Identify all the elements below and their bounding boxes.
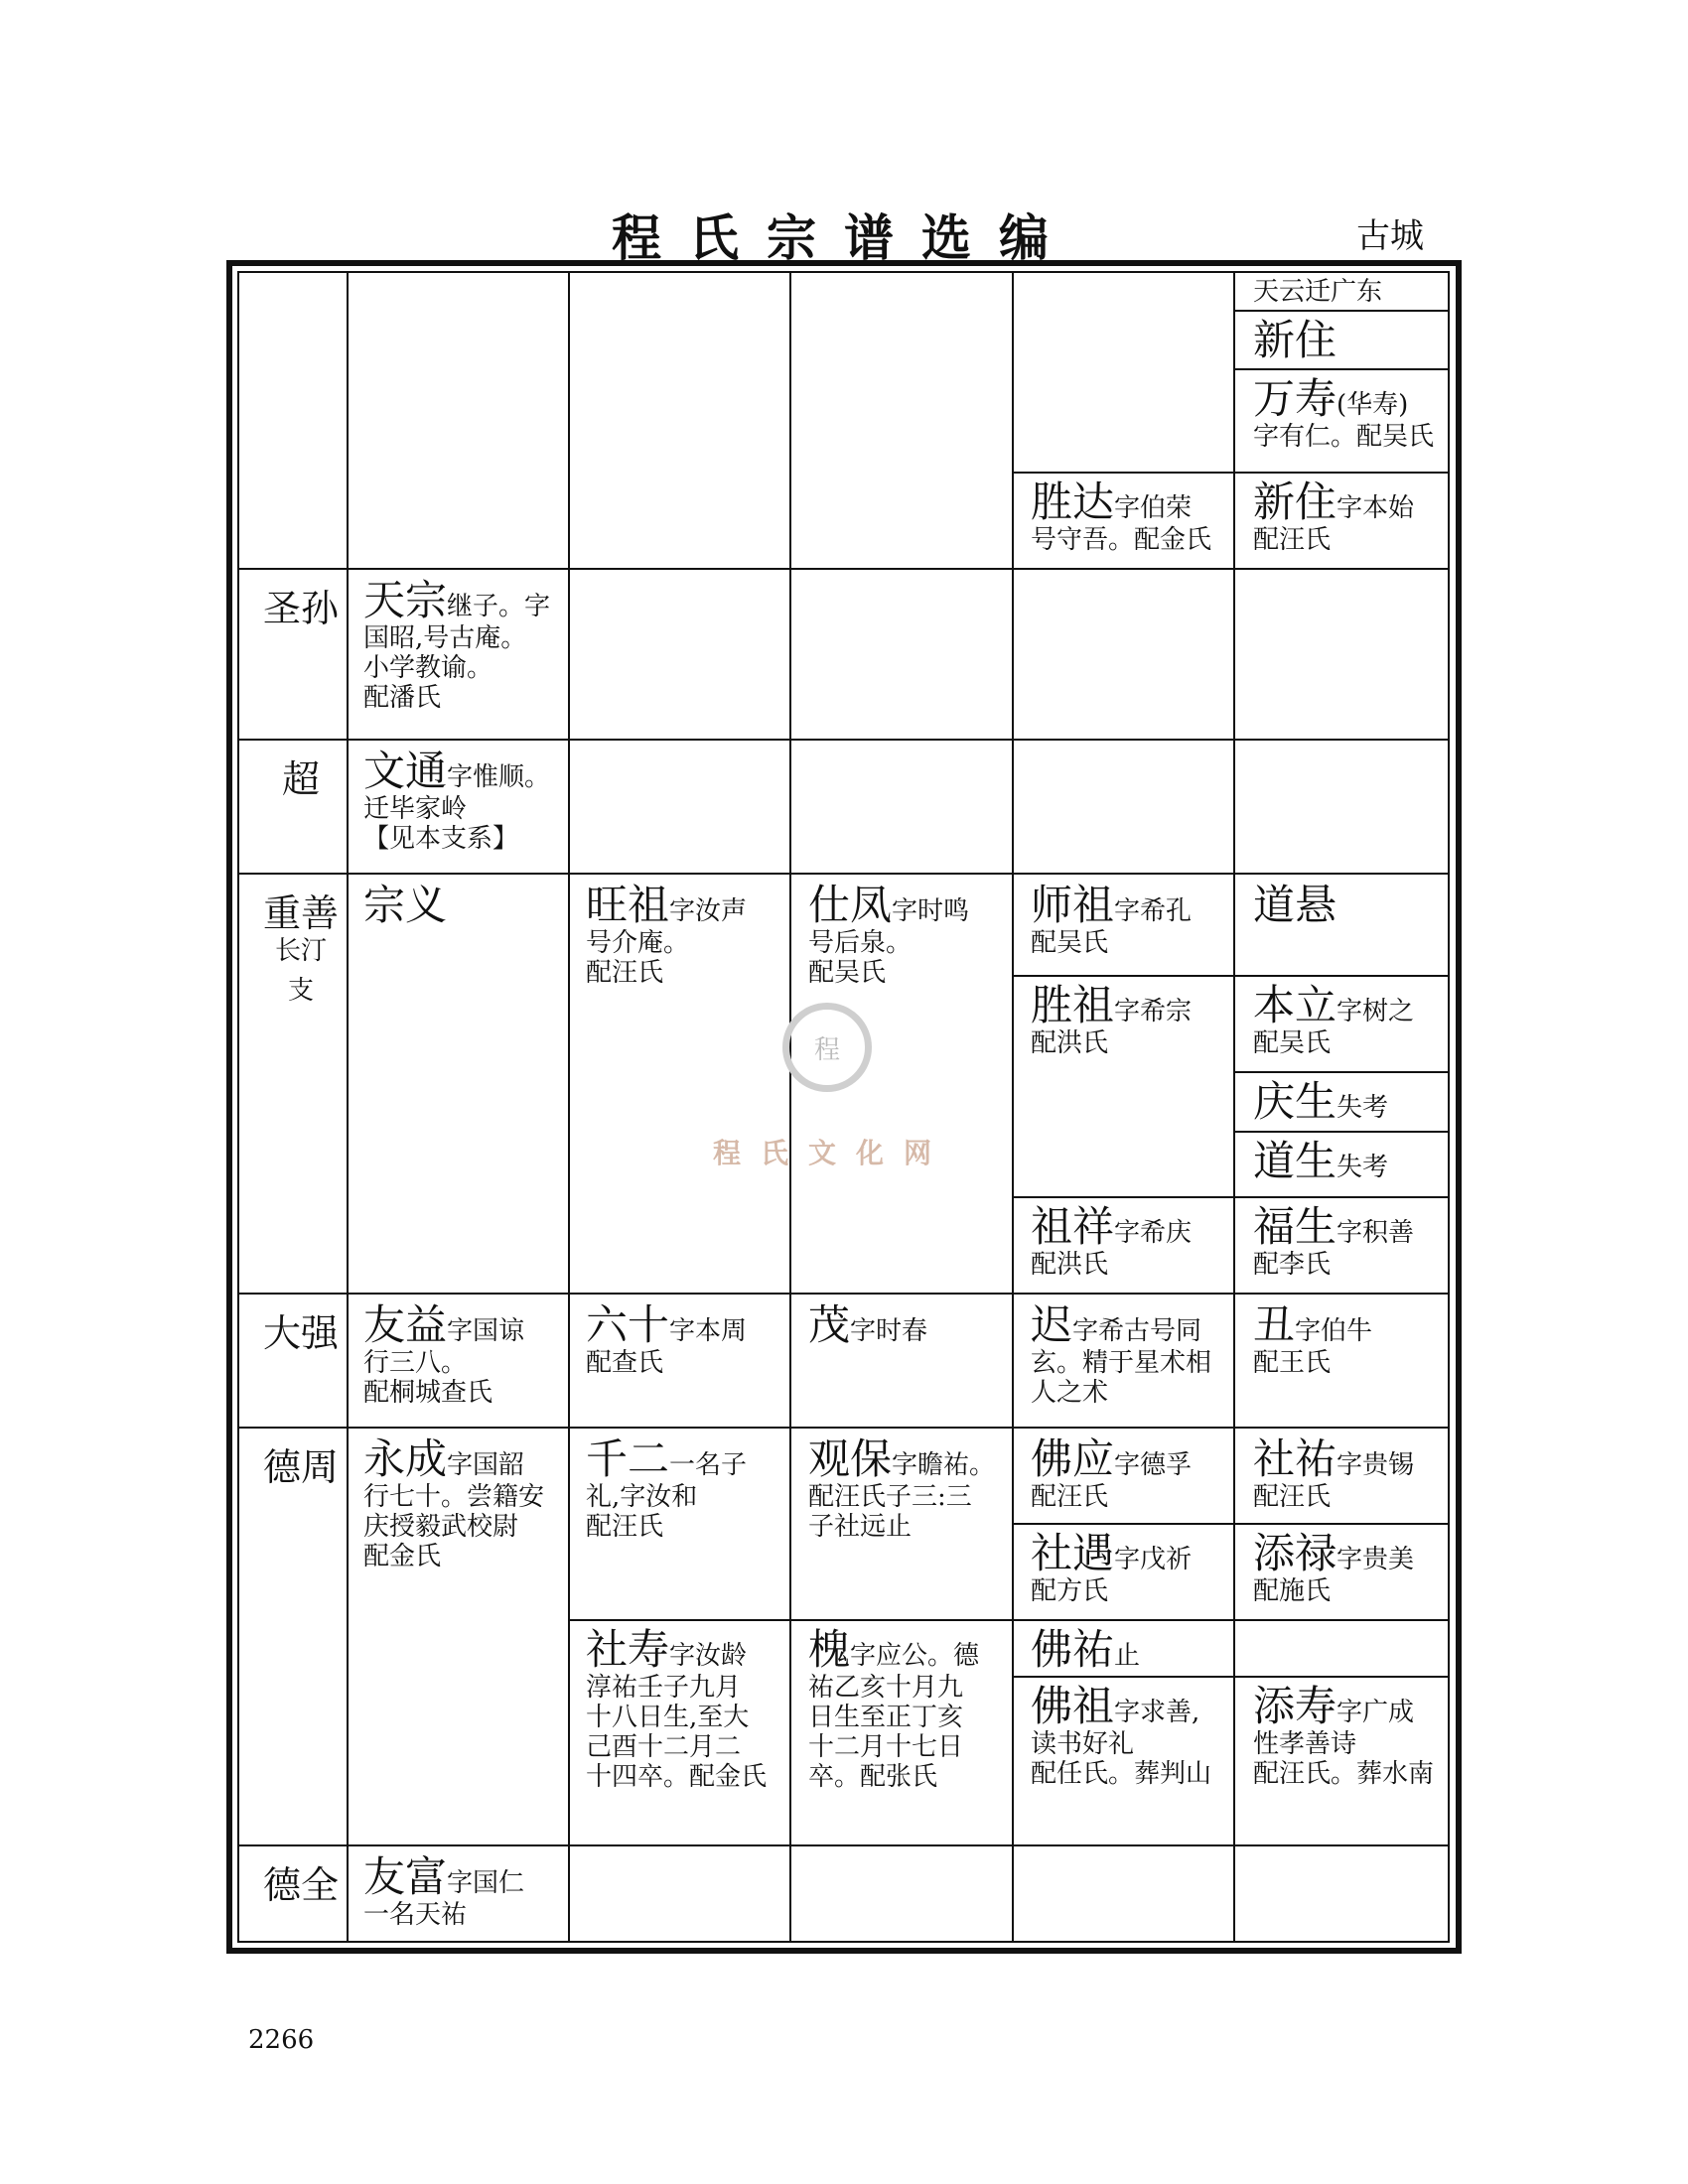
person-name: 胜达 [1031, 478, 1115, 526]
entry-cell: 庆生失考 [1253, 1077, 1389, 1126]
sub-divider [1012, 1676, 1450, 1678]
entry-cell: 社寿字汝龄 淳祐壬子九月 十八日生,至大 己酉十二月二 十四卒。配金氏 [586, 1625, 768, 1792]
entry-cell: 六十字本周 配查氏 [586, 1300, 748, 1378]
person-name: 茂 [808, 1300, 851, 1349]
sub-divider [1233, 310, 1450, 312]
person-name: 祖祥 [1031, 1202, 1115, 1251]
entry-cell: 丑字伯牛 配王氏 [1253, 1300, 1373, 1378]
person-name: 新住 [1253, 478, 1337, 526]
person-name: 友益 [363, 1300, 448, 1349]
person-name: 庆生 [1253, 1077, 1337, 1126]
sub-divider [1012, 975, 1450, 977]
row-divider-6 [237, 1844, 1450, 1846]
person-name: 本立 [1253, 981, 1337, 1029]
person-name: 丑 [1253, 1300, 1296, 1349]
entry-cell: 佛应字德孚 配汪氏 [1031, 1434, 1193, 1512]
entry-cell: 迟字希古号同 玄。精于星术相 人之术 [1031, 1300, 1212, 1408]
entry-cell: 茂字时春 [808, 1300, 928, 1349]
person-name: 槐 [808, 1625, 851, 1674]
person-name: 观保 [808, 1434, 893, 1483]
person-name: 师祖 [1031, 881, 1115, 929]
entry-cell: 千二一名子 礼,字汝和 配汪氏 [586, 1434, 748, 1542]
entry-cell: 观保字瞻祐。 配汪氏子三:三 子社远止 [808, 1434, 996, 1542]
entry-cell: 添寿字广成 性孝善诗 配汪氏。葬水南 [1253, 1682, 1435, 1789]
entry-cell: 胜祖字希宗 配洪氏 [1031, 981, 1193, 1058]
person-name: 宗义 [363, 881, 448, 929]
col-divider-2 [568, 271, 570, 1943]
generation-label: 德周 [262, 1445, 339, 1489]
person-name: 迟 [1031, 1300, 1073, 1349]
entry-cell: 槐字应公。德 祐乙亥十月九 日生至正丁亥 十二月十七日 卒。配张氏 [808, 1625, 980, 1792]
person-name: 六十 [586, 1300, 670, 1349]
entry-cell: 胜达字伯荣 号守吾。配金氏 [1031, 478, 1212, 555]
col-divider-4 [1012, 271, 1014, 1943]
generation-label: 圣孙 [262, 587, 339, 630]
person-name: 千二 [586, 1434, 670, 1483]
entry-cell [363, 881, 448, 929]
col-divider-3 [789, 271, 791, 1943]
col-divider-1 [347, 271, 349, 1943]
sub-divider [1233, 368, 1450, 370]
page-title: 程氏宗谱选编 [612, 209, 1076, 267]
sub-divider [1233, 1131, 1450, 1133]
entry-cell: 新住字本始 配汪氏 [1253, 478, 1415, 555]
person-name: 天宗 [363, 576, 448, 624]
person-name: 福生 [1253, 1202, 1337, 1251]
generation-label: 重善 [262, 891, 339, 935]
entry-cell: 祖祥字希庆 配洪氏 [1031, 1202, 1193, 1280]
sub-divider [1012, 1523, 1450, 1525]
entry-cell: 天云迁广东 [1253, 277, 1383, 307]
person-name: 社祐 [1253, 1434, 1337, 1483]
entry-cell: 佛祐止 [1031, 1625, 1141, 1674]
sub-divider [1233, 1071, 1450, 1073]
row-divider-3 [237, 873, 1450, 875]
page-number: 2266 [248, 2025, 315, 2055]
entry-cell: 友富字国仁 一名天祐 [363, 1852, 525, 1930]
sub-divider [568, 1619, 1450, 1621]
generation-label: 德全 [262, 1863, 339, 1907]
entry-cell: 永成字国韶 行七十。尝籍安 庆授毅武校尉 配金氏 [363, 1434, 545, 1571]
entry-cell: 仕凤字时鸣 号后泉。 配吴氏 [808, 881, 970, 988]
row-divider-1 [237, 568, 1450, 570]
entry-cell: 社遇字戊祈 配方氏 [1031, 1529, 1193, 1606]
entry-cell: 天宗继子。字 国昭,号古庵。 小学教谕。 配潘氏 [363, 576, 551, 713]
branch-label: 支 [287, 976, 314, 1006]
col-divider-5 [1233, 271, 1235, 1943]
entry-cell: 文通字惟顺。 迁毕家岭 【见本支系】 [363, 747, 551, 854]
person-name: 友富 [363, 1852, 448, 1901]
entry-cell: 旺祖字汝声 号介庵。 配汪氏 [586, 881, 748, 988]
entry-cell [1253, 316, 1337, 364]
row-divider-2 [237, 739, 1450, 741]
person-name: 社寿 [586, 1625, 670, 1674]
person-name: 道生 [1253, 1137, 1337, 1185]
person-name: 佛祐 [1031, 1625, 1115, 1674]
person-name: 道悬 [1253, 881, 1337, 929]
entry-cell: 添禄字贵美 配施氏 [1253, 1529, 1415, 1606]
person-name: 佛应 [1031, 1434, 1115, 1483]
generation-label: 大强 [262, 1311, 339, 1355]
person-name: 文通 [363, 747, 448, 795]
person-name: 仕凤 [808, 881, 893, 929]
person-name: 万寿 [1253, 374, 1337, 423]
branch-label: 长汀 [274, 936, 327, 966]
person-name: 添寿 [1253, 1682, 1337, 1730]
watermark-seal-icon: 程 [782, 1003, 872, 1092]
person-name: 永成 [363, 1434, 448, 1483]
person-name: 旺祖 [586, 881, 670, 929]
generation-label: 超 [281, 757, 320, 801]
person-name: 新住 [1253, 316, 1337, 364]
entry-cell: 佛祖字求善, 读书好礼 配任氏。葬判山 [1031, 1682, 1212, 1789]
entry-cell: 师祖字希孔 配吴氏 [1031, 881, 1193, 958]
row-divider-4 [237, 1293, 1450, 1295]
entry-cell: 道生失考 [1253, 1137, 1389, 1185]
person-name: 社遇 [1031, 1529, 1115, 1577]
watermark-text: 程氏文化网 [713, 1137, 952, 1169]
sub-divider [1012, 472, 1450, 474]
entry-cell: 友益字国谅 行三八。 配桐城查氏 [363, 1300, 525, 1408]
entry-cell: 万寿(华寿) 字有仁。配吴氏 [1253, 374, 1435, 452]
sub-divider [1012, 1196, 1450, 1198]
region-label: 古城 [1356, 216, 1424, 256]
entry-cell: 社祐字贵锡 配汪氏 [1253, 1434, 1415, 1512]
person-name: 添禄 [1253, 1529, 1337, 1577]
entry-cell: 福生字积善 配李氏 [1253, 1202, 1415, 1280]
row-divider-5 [237, 1427, 1450, 1429]
entry-cell [1253, 881, 1337, 929]
person-name: 佛祖 [1031, 1682, 1115, 1730]
entry-cell: 本立字树之 配吴氏 [1253, 981, 1415, 1058]
person-name: 胜祖 [1031, 981, 1115, 1029]
